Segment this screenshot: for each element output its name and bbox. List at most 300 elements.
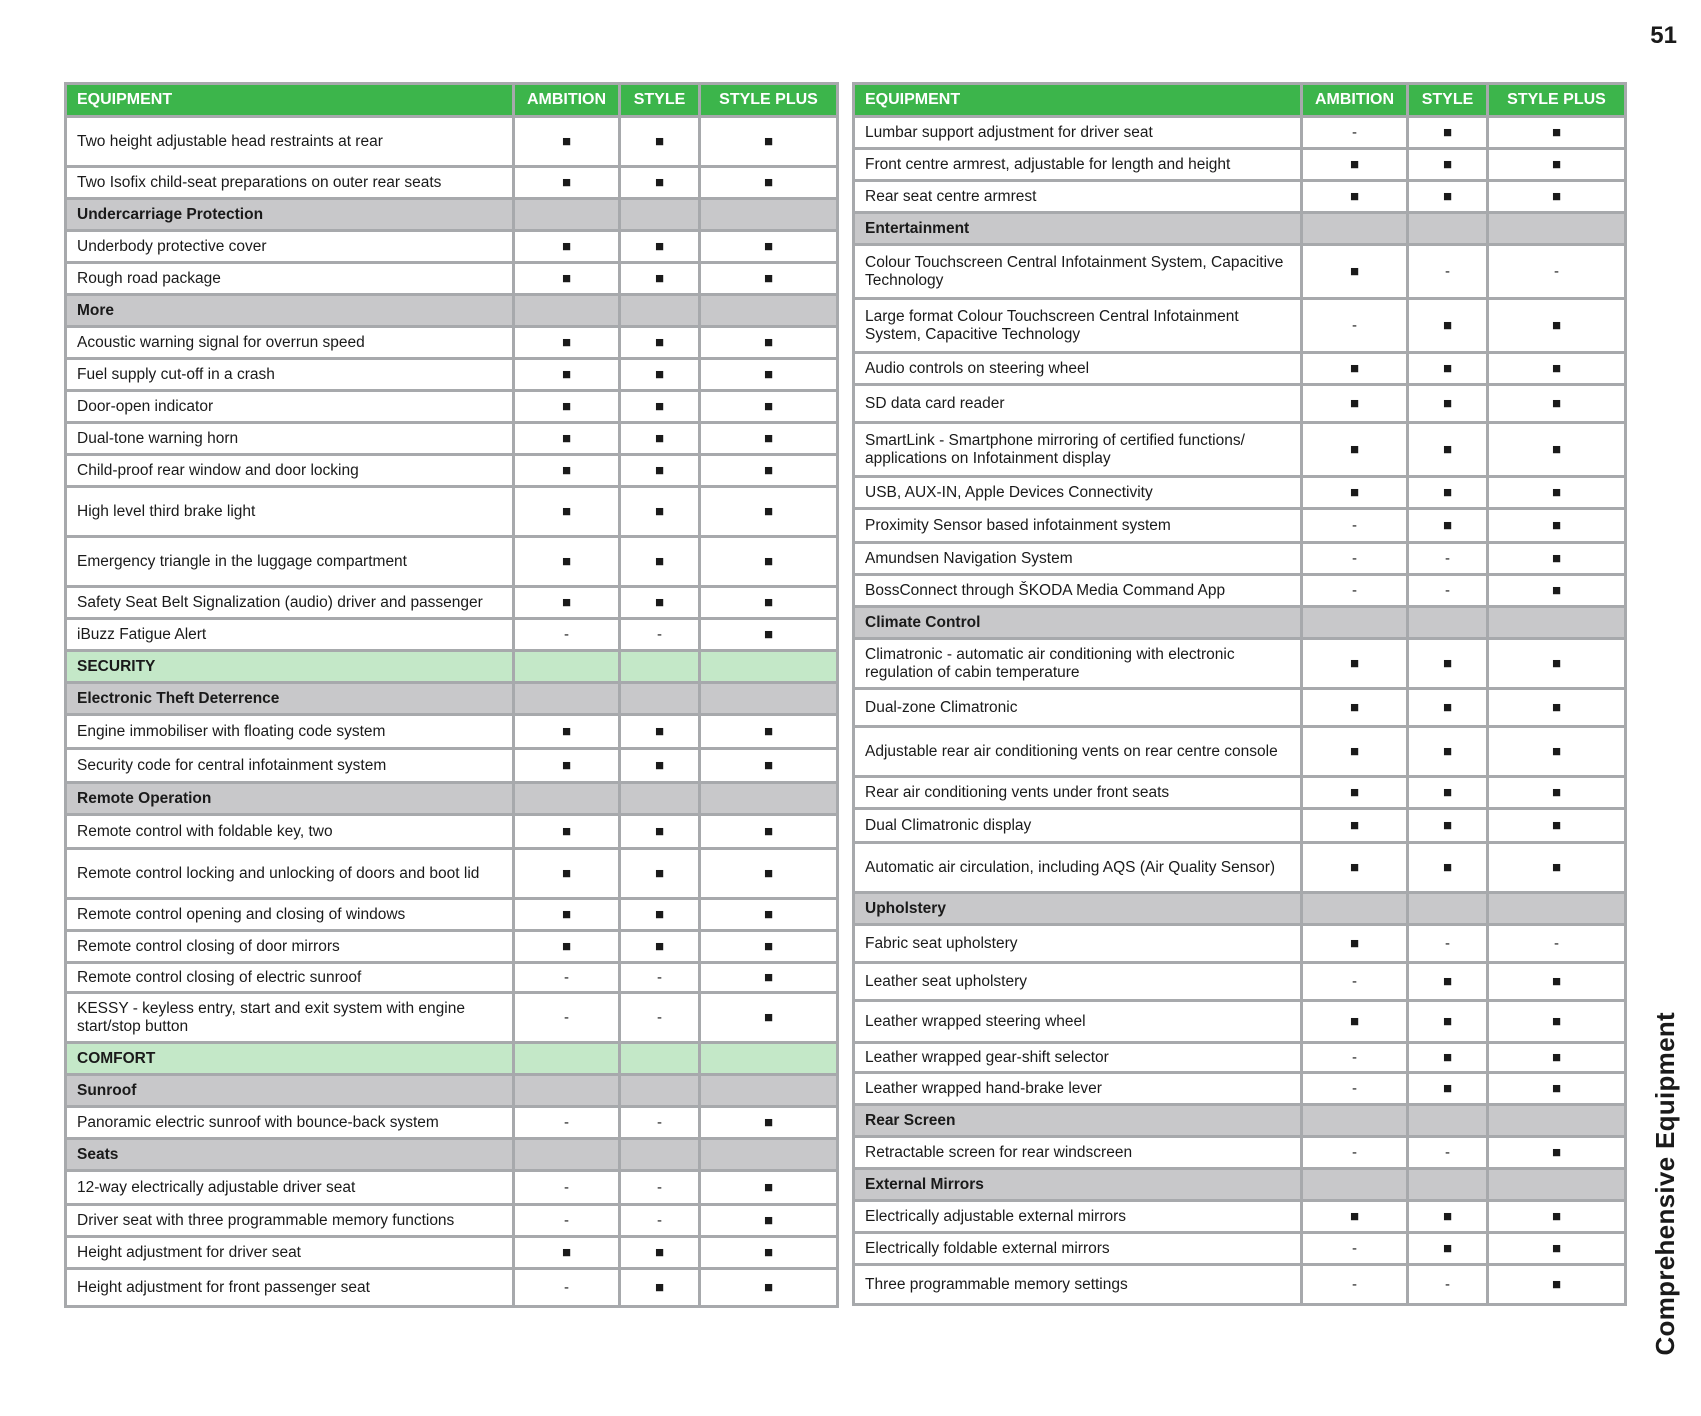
category-header-row xyxy=(66,683,838,715)
ambition-value: - xyxy=(514,619,620,651)
ambition-value: ■ xyxy=(514,391,620,423)
empty-cell xyxy=(1408,893,1488,925)
equipment-name: Two height adjustable head restraints at rear xyxy=(66,117,514,167)
table-header-row xyxy=(66,84,838,117)
category-header-row xyxy=(66,1075,838,1107)
equipment-name: Large format Colour Touchscreen Central Infotainment System, Capacitive Technology xyxy=(854,299,1302,353)
equipment-name: Height adjustment for front passenger seat xyxy=(66,1269,514,1307)
category-title: Climate Control xyxy=(854,607,1302,639)
table-row xyxy=(854,385,1626,423)
table-row xyxy=(854,1001,1626,1043)
style-plus-value: ■ xyxy=(1488,689,1626,727)
ambition-value: ■ xyxy=(514,263,620,295)
empty-cell xyxy=(1302,1105,1408,1137)
section-header-row xyxy=(66,1043,838,1075)
table-row xyxy=(66,1171,838,1205)
empty-cell xyxy=(514,783,620,815)
style-value: ■ xyxy=(620,231,700,263)
ambition-value: ■ xyxy=(1302,727,1408,777)
style-value: ■ xyxy=(1408,477,1488,509)
ambition-value: ■ xyxy=(514,487,620,537)
empty-cell xyxy=(700,783,838,815)
ambition-value: ■ xyxy=(514,167,620,199)
style-value: - xyxy=(1408,1137,1488,1169)
table-body-left xyxy=(66,117,838,1307)
style-value: ■ xyxy=(1408,181,1488,213)
style-value: ■ xyxy=(1408,689,1488,727)
style-value: ■ xyxy=(620,263,700,295)
equipment-name: Acoustic warning signal for overrun speed xyxy=(66,327,514,359)
category-header-row xyxy=(66,295,838,327)
style-value: ■ xyxy=(620,359,700,391)
style-plus-value: ■ xyxy=(1488,1043,1626,1073)
ambition-value: ■ xyxy=(514,327,620,359)
empty-cell xyxy=(1488,1169,1626,1201)
category-title: Rear Screen xyxy=(854,1105,1302,1137)
equipment-name: 12-way electrically adjustable driver seat xyxy=(66,1171,514,1205)
equipment-name: Emergency triangle in the luggage compartment xyxy=(66,537,514,587)
table-row xyxy=(854,809,1626,843)
style-plus-value: ■ xyxy=(1488,1001,1626,1043)
empty-cell xyxy=(620,683,700,715)
equipment-name: Lumbar support adjustment for driver seat xyxy=(854,117,1302,149)
style-plus-value: ■ xyxy=(700,619,838,651)
ambition-value: ■ xyxy=(514,899,620,931)
table-row xyxy=(854,543,1626,575)
style-value: ■ xyxy=(1408,353,1488,385)
table-row xyxy=(854,245,1626,299)
equipment-name: Underbody protective cover xyxy=(66,231,514,263)
equipment-name: Adjustable rear air conditioning vents on rear centre console xyxy=(854,727,1302,777)
style-value: ■ xyxy=(1408,809,1488,843)
table-body-right xyxy=(854,117,1626,1305)
style-value: - xyxy=(620,619,700,651)
ambition-value: ■ xyxy=(1302,423,1408,477)
ambition-value: ■ xyxy=(1302,843,1408,893)
equipment-name: Leather seat upholstery xyxy=(854,963,1302,1001)
style-value: ■ xyxy=(620,815,700,849)
ambition-value: ■ xyxy=(514,815,620,849)
empty-cell xyxy=(700,199,838,231)
empty-cell xyxy=(700,683,838,715)
style-plus-value: ■ xyxy=(1488,181,1626,213)
category-title: External Mirrors xyxy=(854,1169,1302,1201)
table-row xyxy=(66,455,838,487)
style-value: ■ xyxy=(1408,843,1488,893)
section-title: COMFORT xyxy=(66,1043,514,1075)
empty-cell xyxy=(1488,607,1626,639)
style-value: - xyxy=(620,1205,700,1237)
ambition-value: - xyxy=(1302,543,1408,575)
table-row xyxy=(854,727,1626,777)
empty-cell xyxy=(1488,893,1626,925)
style-plus-value: ■ xyxy=(1488,809,1626,843)
style-plus-value: ■ xyxy=(700,1205,838,1237)
style-value: - xyxy=(620,1171,700,1205)
ambition-value: - xyxy=(1302,963,1408,1001)
style-value: ■ xyxy=(1408,299,1488,353)
style-value: ■ xyxy=(620,1269,700,1307)
equipment-name: Leather wrapped steering wheel xyxy=(854,1001,1302,1043)
style-plus-value: ■ xyxy=(1488,1073,1626,1105)
equipment-name: Dual-tone warning horn xyxy=(66,423,514,455)
ambition-value: - xyxy=(514,1269,620,1307)
table-row xyxy=(854,477,1626,509)
empty-cell xyxy=(1488,1105,1626,1137)
empty-cell xyxy=(1408,213,1488,245)
ambition-value: ■ xyxy=(514,1237,620,1269)
equipment-name: Remote control locking and unlocking of doors and boot lid xyxy=(66,849,514,899)
section-title: SECURITY xyxy=(66,651,514,683)
ambition-value: ■ xyxy=(1302,353,1408,385)
ambition-value: ■ xyxy=(1302,689,1408,727)
style-value: ■ xyxy=(1408,1233,1488,1265)
table-row xyxy=(66,899,838,931)
style-value: ■ xyxy=(620,587,700,619)
ambition-value: - xyxy=(514,963,620,993)
ambition-value: - xyxy=(1302,1043,1408,1073)
empty-cell xyxy=(1408,1169,1488,1201)
equipment-table-right xyxy=(852,82,1627,1306)
style-plus-value: ■ xyxy=(1488,423,1626,477)
style-value: ■ xyxy=(1408,1043,1488,1073)
style-plus-value: ■ xyxy=(700,899,838,931)
table-row xyxy=(66,849,838,899)
style-plus-value: ■ xyxy=(700,423,838,455)
style-value: ■ xyxy=(620,487,700,537)
header-ambition: AMBITION xyxy=(1302,84,1408,117)
equipment-name: Driver seat with three programmable memory functions xyxy=(66,1205,514,1237)
style-value: ■ xyxy=(1408,149,1488,181)
empty-cell xyxy=(514,683,620,715)
style-plus-value: ■ xyxy=(700,1269,838,1307)
equipment-name: Door-open indicator xyxy=(66,391,514,423)
empty-cell xyxy=(514,1043,620,1075)
table-row xyxy=(66,715,838,749)
category-title: Seats xyxy=(66,1139,514,1171)
header-equipment: EQUIPMENT xyxy=(854,84,1302,117)
table-row xyxy=(854,1201,1626,1233)
style-value: ■ xyxy=(620,167,700,199)
equipment-name: Retractable screen for rear windscreen xyxy=(854,1137,1302,1169)
style-value: ■ xyxy=(620,899,700,931)
style-plus-value: ■ xyxy=(700,715,838,749)
ambition-value: ■ xyxy=(1302,477,1408,509)
style-plus-value: - xyxy=(1488,925,1626,963)
table-row xyxy=(66,231,838,263)
category-header-row xyxy=(66,1139,838,1171)
section-header-row xyxy=(66,651,838,683)
equipment-name: Remote control with foldable key, two xyxy=(66,815,514,849)
equipment-name: Panoramic electric sunroof with bounce-back system xyxy=(66,1107,514,1139)
style-value: ■ xyxy=(1408,727,1488,777)
equipment-name: Rear air conditioning vents under front seats xyxy=(854,777,1302,809)
style-value: - xyxy=(1408,925,1488,963)
empty-cell xyxy=(620,199,700,231)
table-row xyxy=(854,117,1626,149)
style-value: ■ xyxy=(620,931,700,963)
ambition-value: ■ xyxy=(514,537,620,587)
empty-cell xyxy=(700,1043,838,1075)
equipment-name: Two Isofix child-seat preparations on outer rear seats xyxy=(66,167,514,199)
equipment-name: Remote control closing of electric sunroof xyxy=(66,963,514,993)
style-plus-value: ■ xyxy=(700,117,838,167)
ambition-value: - xyxy=(1302,509,1408,543)
category-title: More xyxy=(66,295,514,327)
style-plus-value: ■ xyxy=(1488,777,1626,809)
style-plus-value: ■ xyxy=(1488,299,1626,353)
equipment-name: Dual Climatronic display xyxy=(854,809,1302,843)
table-row xyxy=(66,263,838,295)
style-value: ■ xyxy=(620,537,700,587)
table-row xyxy=(854,509,1626,543)
style-plus-value: ■ xyxy=(700,1107,838,1139)
empty-cell xyxy=(700,295,838,327)
style-value: ■ xyxy=(620,327,700,359)
ambition-value: ■ xyxy=(1302,1201,1408,1233)
style-value: ■ xyxy=(1408,1201,1488,1233)
equipment-name: Engine immobiliser with floating code system xyxy=(66,715,514,749)
style-value: - xyxy=(1408,575,1488,607)
side-title: Comprehensive Equipment xyxy=(1650,1012,1680,1356)
style-plus-value: ■ xyxy=(1488,117,1626,149)
ambition-value: ■ xyxy=(514,715,620,749)
style-plus-value: ■ xyxy=(700,391,838,423)
style-plus-value: ■ xyxy=(700,167,838,199)
category-title: Electronic Theft Deterrence xyxy=(66,683,514,715)
table-row xyxy=(66,931,838,963)
category-header-row xyxy=(66,199,838,231)
category-header-row xyxy=(854,1169,1626,1201)
equipment-name: Leather wrapped gear-shift selector xyxy=(854,1043,1302,1073)
equipment-name: Three programmable memory settings xyxy=(854,1265,1302,1305)
empty-cell xyxy=(700,651,838,683)
style-plus-value: - xyxy=(1488,245,1626,299)
ambition-value: ■ xyxy=(514,231,620,263)
table-row xyxy=(66,587,838,619)
style-value: - xyxy=(1408,245,1488,299)
table-row xyxy=(66,167,838,199)
equipment-name: Remote control closing of door mirrors xyxy=(66,931,514,963)
style-plus-value: ■ xyxy=(1488,1233,1626,1265)
style-value: - xyxy=(620,963,700,993)
ambition-value: ■ xyxy=(1302,777,1408,809)
equipment-name: SmartLink - Smartphone mirroring of certified functions/ applications on Infotainment display xyxy=(854,423,1302,477)
table-row xyxy=(854,1137,1626,1169)
empty-cell xyxy=(620,1139,700,1171)
ambition-value: - xyxy=(1302,1233,1408,1265)
equipment-name: iBuzz Fatigue Alert xyxy=(66,619,514,651)
style-value: - xyxy=(620,1107,700,1139)
table-row xyxy=(854,689,1626,727)
style-plus-value: ■ xyxy=(1488,843,1626,893)
style-plus-value: ■ xyxy=(700,487,838,537)
category-header-row xyxy=(854,607,1626,639)
equipment-name: Remote control opening and closing of windows xyxy=(66,899,514,931)
equipment-name: Proximity Sensor based infotainment system xyxy=(854,509,1302,543)
style-plus-value: ■ xyxy=(700,993,838,1043)
style-plus-value: ■ xyxy=(700,537,838,587)
style-plus-value: ■ xyxy=(700,1237,838,1269)
equipment-name: Automatic air circulation, including AQS (Air Quality Sensor) xyxy=(854,843,1302,893)
style-value: ■ xyxy=(1408,963,1488,1001)
empty-cell xyxy=(700,1139,838,1171)
style-plus-value: ■ xyxy=(1488,1137,1626,1169)
style-plus-value: ■ xyxy=(700,263,838,295)
table-row xyxy=(66,1107,838,1139)
equipment-name: Dual-zone Climatronic xyxy=(854,689,1302,727)
style-value: - xyxy=(1408,1265,1488,1305)
ambition-value: ■ xyxy=(514,749,620,783)
table-row xyxy=(854,181,1626,213)
empty-cell xyxy=(514,199,620,231)
category-header-row xyxy=(854,893,1626,925)
style-plus-value: ■ xyxy=(700,815,838,849)
empty-cell xyxy=(1302,893,1408,925)
ambition-value: ■ xyxy=(514,423,620,455)
style-plus-value: ■ xyxy=(700,849,838,899)
equipment-name: Rear seat centre armrest xyxy=(854,181,1302,213)
equipment-name: Audio controls on steering wheel xyxy=(854,353,1302,385)
category-title: Entertainment xyxy=(854,213,1302,245)
category-title: Sunroof xyxy=(66,1075,514,1107)
equipment-name: Child-proof rear window and door locking xyxy=(66,455,514,487)
header-ambition: AMBITION xyxy=(514,84,620,117)
header-style-plus: STYLE PLUS xyxy=(700,84,838,117)
table-row xyxy=(66,423,838,455)
empty-cell xyxy=(700,1075,838,1107)
style-value: ■ xyxy=(1408,777,1488,809)
ambition-value: ■ xyxy=(1302,245,1408,299)
table-row xyxy=(66,487,838,537)
table-row xyxy=(854,1043,1626,1073)
equipment-table-left xyxy=(64,82,839,1308)
style-plus-value: ■ xyxy=(700,931,838,963)
equipment-name: Colour Touchscreen Central Infotainment System, Capacitive Technology xyxy=(854,245,1302,299)
style-value: ■ xyxy=(620,117,700,167)
table-row xyxy=(854,149,1626,181)
ambition-value: - xyxy=(514,1107,620,1139)
ambition-value: ■ xyxy=(514,849,620,899)
style-value: ■ xyxy=(1408,1073,1488,1105)
empty-cell xyxy=(1302,213,1408,245)
table-row xyxy=(854,925,1626,963)
table-row xyxy=(854,1073,1626,1105)
style-value: ■ xyxy=(1408,509,1488,543)
ambition-value: - xyxy=(514,993,620,1043)
style-value: ■ xyxy=(1408,385,1488,423)
ambition-value: ■ xyxy=(514,587,620,619)
equipment-name: Front centre armrest, adjustable for length and height xyxy=(854,149,1302,181)
style-plus-value: ■ xyxy=(1488,509,1626,543)
equipment-name: Leather wrapped hand-brake lever xyxy=(854,1073,1302,1105)
equipment-name: KESSY - keyless entry, start and exit system with engine start/stop button xyxy=(66,993,514,1043)
ambition-value: ■ xyxy=(1302,809,1408,843)
ambition-value: - xyxy=(1302,575,1408,607)
ambition-value: ■ xyxy=(514,931,620,963)
category-header-row xyxy=(854,213,1626,245)
table-row xyxy=(854,639,1626,689)
table-row xyxy=(66,749,838,783)
style-plus-value: ■ xyxy=(1488,575,1626,607)
table-row xyxy=(66,1205,838,1237)
style-plus-value: ■ xyxy=(1488,1265,1626,1305)
style-plus-value: ■ xyxy=(1488,353,1626,385)
style-value: - xyxy=(620,993,700,1043)
ambition-value: ■ xyxy=(1302,181,1408,213)
style-value: ■ xyxy=(1408,639,1488,689)
empty-cell xyxy=(620,295,700,327)
category-title: Undercarriage Protection xyxy=(66,199,514,231)
equipment-name: Amundsen Navigation System xyxy=(854,543,1302,575)
table-row xyxy=(66,619,838,651)
empty-cell xyxy=(620,651,700,683)
style-plus-value: ■ xyxy=(700,231,838,263)
equipment-name: Fabric seat upholstery xyxy=(854,925,1302,963)
ambition-value: ■ xyxy=(514,455,620,487)
style-plus-value: ■ xyxy=(1488,385,1626,423)
style-value: ■ xyxy=(620,749,700,783)
style-plus-value: ■ xyxy=(1488,477,1626,509)
category-title: Upholstery xyxy=(854,893,1302,925)
equipment-name: USB, AUX-IN, Apple Devices Connectivity xyxy=(854,477,1302,509)
table-header-row xyxy=(854,84,1626,117)
equipment-name: Fuel supply cut-off in a crash xyxy=(66,359,514,391)
style-plus-value: ■ xyxy=(700,359,838,391)
style-value: ■ xyxy=(620,423,700,455)
table-row xyxy=(66,391,838,423)
style-plus-value: ■ xyxy=(700,1171,838,1205)
table-row xyxy=(66,117,838,167)
ambition-value: - xyxy=(1302,117,1408,149)
table-row xyxy=(854,777,1626,809)
style-plus-value: ■ xyxy=(1488,963,1626,1001)
table-row xyxy=(854,299,1626,353)
table-row xyxy=(66,327,838,359)
style-value: ■ xyxy=(1408,1001,1488,1043)
equipment-name: High level third brake light xyxy=(66,487,514,537)
empty-cell xyxy=(514,1075,620,1107)
ambition-value: - xyxy=(514,1171,620,1205)
style-value: - xyxy=(1408,543,1488,575)
style-plus-value: ■ xyxy=(700,749,838,783)
table-row xyxy=(854,423,1626,477)
equipment-name: BossConnect through ŠKODA Media Command App xyxy=(854,575,1302,607)
table-row xyxy=(66,537,838,587)
table-row xyxy=(854,843,1626,893)
empty-cell xyxy=(514,651,620,683)
ambition-value: ■ xyxy=(1302,925,1408,963)
equipment-name: Electrically foldable external mirrors xyxy=(854,1233,1302,1265)
equipment-name: Security code for central infotainment system xyxy=(66,749,514,783)
category-header-row xyxy=(66,783,838,815)
style-plus-value: ■ xyxy=(1488,543,1626,575)
style-value: ■ xyxy=(1408,117,1488,149)
style-value: ■ xyxy=(1408,423,1488,477)
table-row xyxy=(66,815,838,849)
style-value: ■ xyxy=(620,455,700,487)
equipment-name: Rough road package xyxy=(66,263,514,295)
empty-cell xyxy=(1302,1169,1408,1201)
table-row xyxy=(66,359,838,391)
ambition-value: - xyxy=(1302,1265,1408,1305)
style-plus-value: ■ xyxy=(700,327,838,359)
ambition-value: ■ xyxy=(1302,639,1408,689)
header-style: STYLE xyxy=(1408,84,1488,117)
style-plus-value: ■ xyxy=(1488,727,1626,777)
ambition-value: ■ xyxy=(514,117,620,167)
equipment-name: SD data card reader xyxy=(854,385,1302,423)
